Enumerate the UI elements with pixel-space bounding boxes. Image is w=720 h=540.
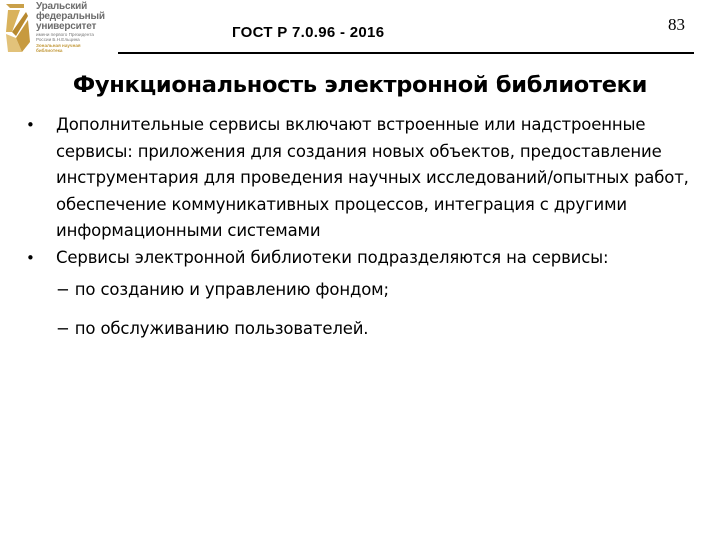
slide-title: Функциональность электронной библиотеки: [72, 72, 648, 98]
sub-list-item: − по обслуживанию пользователей.: [56, 318, 369, 338]
logo-name-line: университет: [36, 21, 97, 32]
bullet-item: [26, 245, 710, 272]
logo-library-line: библиотека: [36, 48, 63, 54]
logo-text-block: [36, 2, 116, 54]
bullet-marker: •: [26, 248, 35, 267]
slide-content: [26, 112, 710, 342]
bullet-text: Дополнительные сервисы включают встроенные или надстроенные сервисы: приложения для создания новых объектов, предоставление инструментария для проведения научных исследований/опытных работ, обеспечение коммуникативных процессов, интеграция с другими информационными системами: [56, 115, 689, 240]
university-emblem-icon: [2, 2, 32, 54]
logo-subtitle-line: России Б.Н.Ельцина: [36, 37, 80, 43]
logo-subtitle-line: имени первого Президента: [36, 32, 94, 37]
gost-standard-label: ГОСТ Р 7.0.96 - 2016: [232, 24, 385, 41]
bullet-marker: •: [26, 116, 35, 134]
logo-name-line: Уральский: [36, 1, 88, 12]
header-divider: [118, 52, 694, 54]
university-logo: [2, 2, 114, 56]
page-number: 83: [668, 15, 685, 34]
logo-name-line: федеральный: [36, 11, 105, 22]
bullet-item: [26, 112, 710, 245]
sub-list-item: − по созданию и управлению фондом;: [56, 280, 389, 299]
logo-library-line: Зональная научная: [36, 42, 81, 48]
bullet-text: Сервисы электронной библиотеки подразделяются на сервисы:: [56, 247, 609, 267]
